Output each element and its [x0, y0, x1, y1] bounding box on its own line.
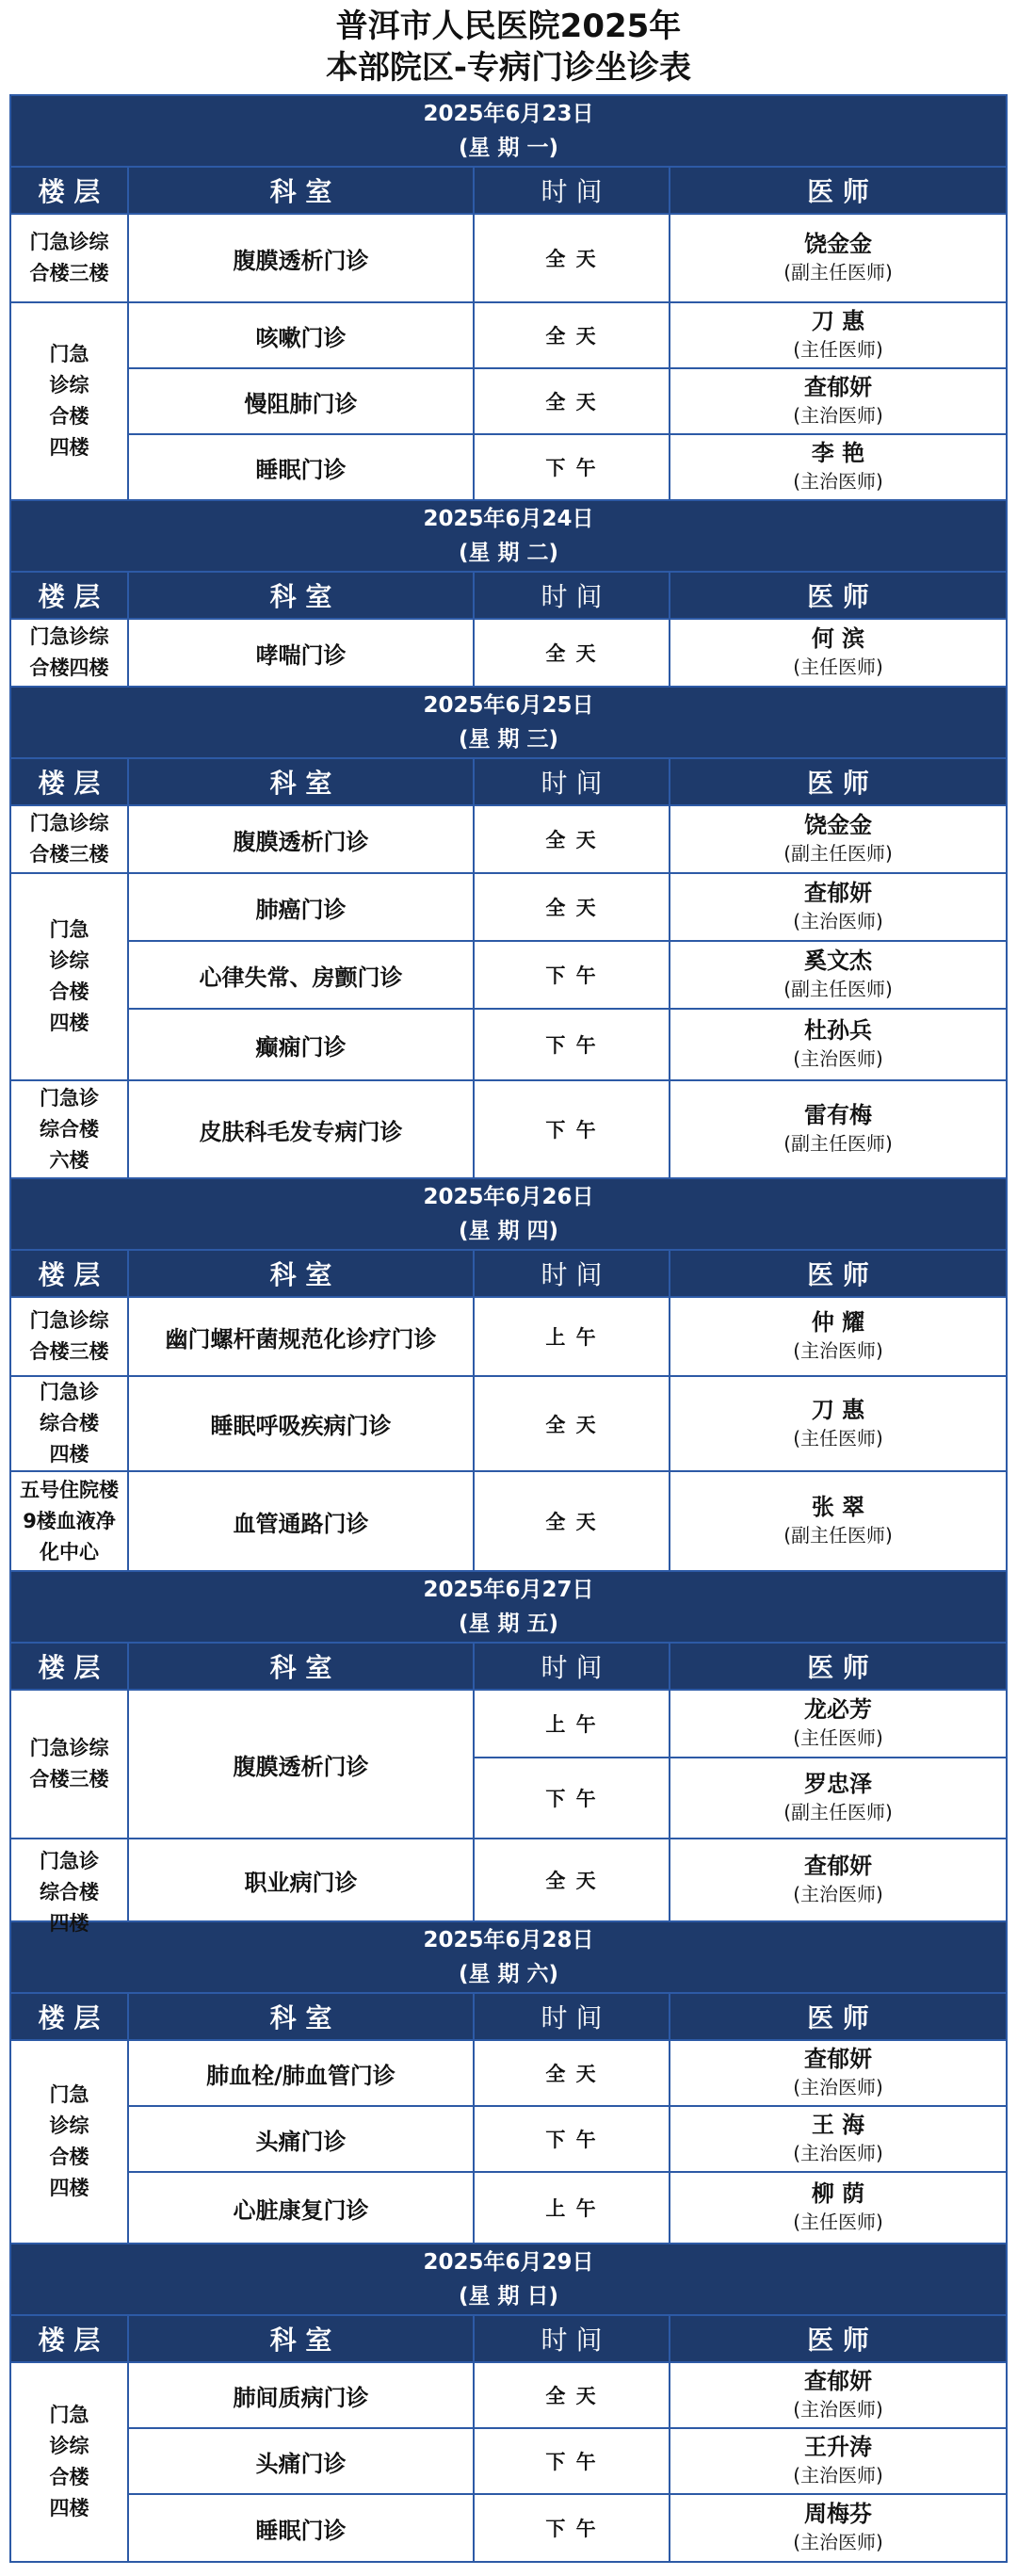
time-cell: 全 天 [474, 2040, 670, 2106]
floor-line: 门急诊 [40, 1850, 99, 1872]
time-cell: 全 天 [474, 1376, 670, 1471]
doctor-name: 查郁妍 [804, 2368, 873, 2394]
doctor-cell [670, 619, 1007, 687]
date-banner [10, 500, 1007, 572]
table-row [10, 1690, 1007, 1758]
floor-line: 综合楼 [40, 1117, 99, 1141]
dept-cell: 头痛门诊 [128, 2106, 474, 2172]
dept-cell: 慢阻肺门诊 [128, 368, 474, 434]
weekday-text: (星 期 三) [458, 727, 559, 752]
weekday-text: (星 期 四) [458, 1219, 559, 1243]
dept-cell: 肺血栓/肺血管门诊 [128, 2040, 474, 2106]
doctor-name: 张 翠 [811, 1494, 865, 1520]
floor-line: 门急诊综 [29, 1737, 109, 1759]
time-cell: 上 午 [474, 1690, 670, 1758]
doctor-cell [670, 1297, 1007, 1376]
floor-line: 综合楼 [40, 1881, 99, 1904]
doctor-cell [670, 2172, 1007, 2244]
weekday-text: (星 期 五) [458, 1612, 559, 1636]
header-dept: 科 室 [128, 1993, 474, 2040]
header-doctor: 医 师 [670, 2315, 1007, 2362]
table-row [10, 2428, 1007, 2494]
time-cell: 全 天 [474, 805, 670, 873]
date-banner [10, 1571, 1007, 1643]
floor-cell [10, 2362, 128, 2562]
header-floor: 楼 层 [10, 758, 128, 805]
table-row [10, 1376, 1007, 1471]
dept-cell: 肺癌门诊 [128, 873, 474, 941]
doctor-cell [670, 2040, 1007, 2106]
floor-line: 门急诊 [40, 1086, 99, 1110]
time-cell: 下 午 [474, 1080, 670, 1178]
header-floor: 楼 层 [10, 167, 128, 214]
doctor-cell [670, 873, 1007, 941]
doctor-cell [670, 434, 1007, 500]
doctor-name: 查郁妍 [804, 880, 873, 906]
weekday-text: (星 期 一) [458, 136, 559, 160]
floor-line: 综合楼 [40, 1412, 99, 1434]
dept-cell: 头痛门诊 [128, 2428, 474, 2494]
doctor-cell [670, 1839, 1007, 1921]
floor-line: 门急诊综 [29, 1309, 109, 1332]
floor-line: 合楼三楼 [29, 1340, 109, 1363]
time-cell: 下 午 [474, 2106, 670, 2172]
schedule-table [9, 94, 1008, 2563]
time-cell: 下 午 [474, 2428, 670, 2494]
date-banner [10, 687, 1007, 758]
date-banner [10, 95, 1007, 167]
time-cell: 全 天 [474, 619, 670, 687]
floor-line: 诊综 [49, 374, 89, 397]
header-dept: 科 室 [128, 1643, 474, 1690]
doctor-name: 饶金金 [804, 812, 873, 838]
table-row [10, 619, 1007, 687]
header-floor: 楼 层 [10, 1643, 128, 1690]
floor-line: 门急 [49, 918, 89, 941]
table-row [10, 873, 1007, 941]
doctor-cell [670, 2494, 1007, 2562]
floor-line: 合楼四楼 [29, 656, 109, 679]
doctor-name: 雷有梅 [804, 1102, 873, 1128]
doctor-title: (主治医师) [793, 470, 883, 493]
floor-cell [10, 805, 128, 873]
dept-cell: 腹膜透析门诊 [128, 805, 474, 873]
header-dept: 科 室 [128, 1250, 474, 1297]
doctor-name: 查郁妍 [804, 2046, 873, 2072]
dept-cell: 癫痫门诊 [128, 1009, 474, 1080]
table-row [10, 2040, 1007, 2106]
doctor-name: 查郁妍 [804, 1853, 873, 1879]
doctor-title: (主任医师) [793, 1726, 883, 1749]
date-text: 2025年6月28日 [423, 1928, 594, 1952]
doctor-cell [670, 214, 1007, 302]
doctor-title: (副主任医师) [783, 842, 893, 865]
header-doctor: 医 师 [670, 572, 1007, 619]
floor-line: 四楼 [49, 1012, 89, 1034]
doctor-title: (主治医师) [793, 2076, 883, 2098]
header-doctor: 医 师 [670, 1993, 1007, 2040]
doctor-cell [670, 2428, 1007, 2494]
doctor-name: 何 滨 [811, 625, 865, 652]
time-cell: 全 天 [474, 873, 670, 941]
doctor-title: (主任医师) [793, 1426, 883, 1450]
doctor-title: (副主任医师) [783, 1132, 893, 1155]
table-row [10, 434, 1007, 500]
dept-cell: 心脏康复门诊 [128, 2172, 474, 2244]
doctor-title: (主治医师) [793, 2398, 883, 2421]
table-row [10, 2172, 1007, 2244]
time-cell: 下 午 [474, 1758, 670, 1839]
page-subtitle: 本部院区-专病门诊坐诊表 [325, 49, 692, 87]
doctor-cell [670, 368, 1007, 434]
header-floor: 楼 层 [10, 1993, 128, 2040]
doctor-name: 李 艳 [811, 440, 865, 466]
doctor-cell [670, 2362, 1007, 2428]
date-text: 2025年6月29日 [423, 2250, 594, 2275]
doctor-name: 王升涛 [804, 2434, 873, 2460]
doctor-title: (主治医师) [793, 2531, 883, 2553]
dept-cell: 皮肤科毛发专病门诊 [128, 1080, 474, 1178]
floor-line: 四楼 [49, 1443, 89, 1466]
table-row [10, 2494, 1007, 2562]
time-cell: 下 午 [474, 941, 670, 1009]
header-time: 时 间 [474, 1250, 670, 1297]
header-floor: 楼 层 [10, 1250, 128, 1297]
floor-line: 化中心 [40, 1540, 99, 1563]
date-text: 2025年6月23日 [423, 102, 594, 126]
doctor-title: (副主任医师) [783, 978, 893, 1000]
date-text: 2025年6月27日 [423, 1578, 594, 1602]
floor-line: 诊综 [49, 2435, 89, 2457]
floor-line: 门急诊综 [29, 812, 109, 834]
header-floor: 楼 层 [10, 2315, 128, 2362]
date-banner [10, 2244, 1007, 2315]
floor-line: 四楼 [49, 2177, 89, 2199]
dept-cell: 睡眠门诊 [128, 434, 474, 500]
dept-cell: 血管通路门诊 [128, 1471, 474, 1571]
doctor-title: (副主任医师) [783, 1524, 893, 1547]
floor-line: 四楼 [49, 1912, 89, 1935]
doctor-name: 奚文杰 [804, 948, 873, 974]
doctor-title: (主治医师) [793, 1339, 883, 1362]
floor-line: 合楼三楼 [29, 262, 109, 284]
doctor-name: 饶金金 [804, 231, 873, 257]
table-row [10, 805, 1007, 873]
header-dept: 科 室 [128, 758, 474, 805]
doctor-title: (主任医师) [793, 338, 883, 361]
floor-cell [10, 214, 128, 302]
header-time: 时 间 [474, 2315, 670, 2362]
page-title: 普洱市人民医院2025年 [335, 8, 682, 45]
time-cell: 全 天 [474, 214, 670, 302]
floor-line: 门急诊综 [29, 231, 109, 253]
header-time: 时 间 [474, 572, 670, 619]
floor-cell [10, 1376, 128, 1471]
doctor-title: (主治医师) [793, 910, 883, 932]
time-cell: 全 天 [474, 302, 670, 368]
dept-cell: 职业病门诊 [128, 1839, 474, 1921]
header-time: 时 间 [474, 1993, 670, 2040]
doctor-title: (主治医师) [793, 2142, 883, 2164]
weekday-text: (星 期 六) [458, 1962, 559, 1986]
floor-line: 诊综 [49, 949, 89, 972]
doctor-cell [670, 1376, 1007, 1471]
doctor-cell [670, 2106, 1007, 2172]
doctor-title: (主任医师) [793, 2211, 883, 2233]
header-dept: 科 室 [128, 167, 474, 214]
floor-cell [10, 302, 128, 500]
doctor-cell [670, 805, 1007, 873]
header-doctor: 医 师 [670, 1250, 1007, 1297]
dept-cell: 睡眠门诊 [128, 2494, 474, 2562]
doctor-cell [670, 1758, 1007, 1839]
dept-cell: 咳嗽门诊 [128, 302, 474, 368]
date-text: 2025年6月26日 [423, 1185, 594, 1209]
date-banner [10, 1921, 1007, 1993]
date-text: 2025年6月24日 [423, 507, 594, 531]
floor-text [40, 1846, 99, 1939]
doctor-name: 周梅芬 [804, 2501, 873, 2527]
doctor-title: (主治医师) [793, 2464, 883, 2487]
floor-line: 门急 [49, 343, 89, 365]
floor-line: 合楼 [49, 405, 89, 428]
floor-line: 六楼 [49, 1148, 89, 1172]
floor-cell [10, 2040, 128, 2244]
header-doctor: 医 师 [670, 758, 1007, 805]
doctor-cell [670, 302, 1007, 368]
header-doctor: 医 师 [670, 167, 1007, 214]
floor-cell [10, 873, 128, 1080]
doctor-cell [670, 941, 1007, 1009]
time-cell: 上 午 [474, 2172, 670, 2244]
floor-cell [10, 1839, 128, 1935]
doctor-name: 刀 惠 [811, 308, 865, 334]
doctor-name: 刀 惠 [811, 1396, 865, 1423]
doctor-cell [670, 1080, 1007, 1178]
weekday-text: (星 期 日) [458, 2284, 559, 2309]
time-cell: 全 天 [474, 2362, 670, 2428]
floor-line: 门急诊 [40, 1381, 99, 1403]
header-doctor: 医 师 [670, 1643, 1007, 1690]
header-dept: 科 室 [128, 2315, 474, 2362]
table-row [10, 1471, 1007, 1571]
table-row [10, 1080, 1007, 1178]
floor-cell [10, 619, 128, 687]
date-banner [10, 1178, 1007, 1250]
floor-cell [10, 1471, 128, 1571]
dept-cell: 心律失常、房颤门诊 [128, 941, 474, 1009]
doctor-name: 柳 荫 [811, 2180, 865, 2207]
floor-line: 五号住院楼 [20, 1478, 119, 1501]
time-cell: 全 天 [474, 1839, 670, 1921]
doctor-name: 王 海 [811, 2112, 865, 2138]
doctor-title: (主治医师) [793, 1883, 883, 1905]
header-dept: 科 室 [128, 572, 474, 619]
header-time: 时 间 [474, 1643, 670, 1690]
doctor-cell [670, 1471, 1007, 1571]
header-time: 时 间 [474, 167, 670, 214]
floor-cell [10, 1297, 128, 1376]
doctor-cell [670, 1009, 1007, 1080]
time-cell: 下 午 [474, 2494, 670, 2562]
table-row [10, 214, 1007, 302]
doctor-title: (主治医师) [793, 404, 883, 427]
table-row [10, 2106, 1007, 2172]
doctor-name: 杜孙兵 [804, 1017, 873, 1044]
doctor-cell [670, 1690, 1007, 1758]
table-row [10, 302, 1007, 368]
time-cell: 上 午 [474, 1297, 670, 1376]
table-row [10, 1839, 1007, 1921]
weekday-text: (星 期 二) [458, 541, 559, 565]
dept-cell: 腹膜透析门诊 [128, 214, 474, 302]
table-row [10, 1009, 1007, 1080]
time-cell: 全 天 [474, 368, 670, 434]
floor-line: 诊综 [49, 2114, 89, 2137]
time-cell: 下 午 [474, 1009, 670, 1080]
table-row [10, 1297, 1007, 1376]
floor-line: 合楼三楼 [29, 843, 109, 866]
doctor-title: (副主任医师) [783, 1801, 893, 1823]
doctor-name: 仲 耀 [811, 1309, 865, 1336]
doctor-name: 罗忠泽 [804, 1771, 873, 1797]
doctor-title: (主任医师) [793, 656, 883, 678]
floor-line: 合楼 [49, 2466, 89, 2488]
floor-line: 门急 [49, 2404, 89, 2426]
doctor-name: 龙必芳 [804, 1696, 873, 1723]
table-row [10, 368, 1007, 434]
time-cell: 全 天 [474, 1471, 670, 1571]
floor-line: 合楼 [49, 2146, 89, 2168]
table-row [10, 941, 1007, 1009]
table-row [10, 2362, 1007, 2428]
floor-cell [10, 1080, 128, 1178]
header-floor: 楼 层 [10, 572, 128, 619]
floor-line: 四楼 [49, 436, 89, 459]
floor-line: 9楼血液净 [23, 1509, 116, 1532]
dept-cell: 肺间质病门诊 [128, 2362, 474, 2428]
doctor-name: 查郁妍 [804, 374, 873, 400]
floor-cell [10, 1690, 128, 1839]
floor-line: 合楼三楼 [29, 1768, 109, 1790]
doctor-title: (副主任医师) [783, 261, 893, 284]
dept-cell: 哮喘门诊 [128, 619, 474, 687]
header-time: 时 间 [474, 758, 670, 805]
dept-cell: 睡眠呼吸疾病门诊 [128, 1376, 474, 1471]
floor-line: 门急诊综 [29, 625, 109, 648]
dept-cell: 幽门螺杆菌规范化诊疗门诊 [128, 1297, 474, 1376]
floor-line: 四楼 [49, 2497, 89, 2519]
floor-line: 门急 [49, 2083, 89, 2106]
time-cell: 下 午 [474, 434, 670, 500]
date-text: 2025年6月25日 [423, 693, 594, 718]
doctor-title: (主治医师) [793, 1047, 883, 1070]
dept-cell: 腹膜透析门诊 [128, 1690, 474, 1839]
floor-line: 合楼 [49, 980, 89, 1003]
